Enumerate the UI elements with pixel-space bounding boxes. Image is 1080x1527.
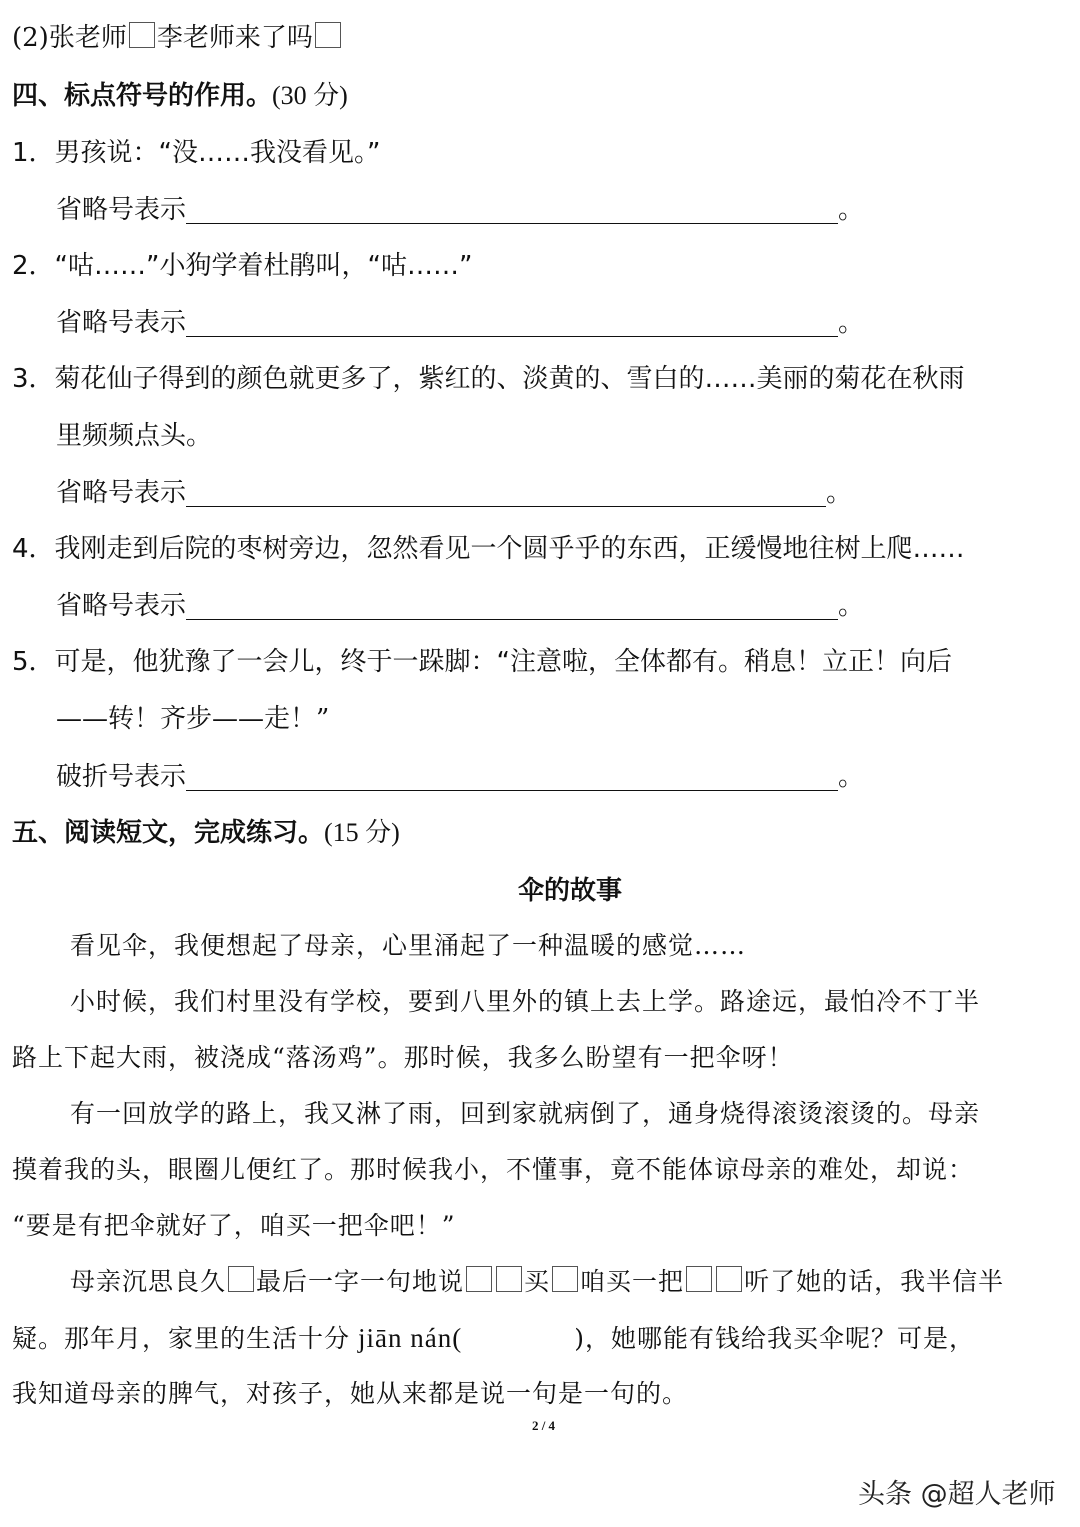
story-paragraph-4-line-2	[12, 1320, 975, 1357]
punctuation-answer-box[interactable]	[716, 1266, 742, 1292]
story-text: 买	[524, 1267, 551, 1296]
punctuation-answer-box[interactable]	[466, 1266, 492, 1292]
item-2-text: 2．“咕……”小狗学着杜鹃叫，“咕……”	[12, 251, 473, 281]
answer-label: 省略号表示	[56, 478, 187, 508]
story-title: 伞的故事	[517, 876, 622, 906]
answer-blank[interactable]	[186, 476, 826, 507]
answer-end: 。	[838, 591, 865, 621]
answer-end: 。	[838, 195, 865, 225]
story-paragraph-2-line-2: 路上下起大雨，被浇成“落汤鸡”。那时候，我多么盼望有一把伞呀！	[12, 1043, 794, 1072]
answer-end: 。	[826, 478, 853, 508]
section-5-heading	[12, 815, 400, 851]
story-text: 听了她的话，我半信半	[744, 1267, 1005, 1296]
section-heading-text: 四、标点符号的作用。	[12, 81, 273, 111]
page-number: 2 / 4	[531, 1418, 556, 1433]
item-5-text-line-1: 5．可是，他犹豫了一会儿，终于一跺脚：“注意啦，全体都有。稍息！立正！向后	[12, 647, 953, 677]
story-paragraph-2-line-1: 小时候，我们村里没有学校，要到八里外的镇上去上学。路途远，最怕冷不丁半	[70, 987, 981, 1016]
answer-end: 。	[838, 762, 865, 792]
story-paragraph-4-line-3: 我知道母亲的脾气，对孩子，她从来都是说一句是一句的。	[12, 1379, 689, 1408]
story-paragraph-3-line-1: 有一回放学的路上，我又淋了雨，回到家就病倒了，通身烧得滚烫滚烫的。母亲	[70, 1099, 981, 1128]
item-1-text: 1．男孩说：“没……我没看见。”	[12, 138, 381, 168]
answer-blank[interactable]	[186, 760, 838, 791]
question-line-2	[12, 20, 343, 56]
answer-label: 省略号表示	[56, 195, 187, 225]
punctuation-answer-box[interactable]	[228, 1266, 254, 1292]
story-text: 疑。那年月，家里的生活十分	[12, 1324, 351, 1353]
story-paragraph-3-line-3: “要是有把伞就好了，咱买一把伞吧！”	[12, 1211, 456, 1240]
answer-end: 。	[838, 308, 865, 338]
punctuation-answer-box[interactable]	[129, 22, 155, 48]
punctuation-answer-box[interactable]	[496, 1266, 522, 1292]
item-4-answer	[56, 588, 864, 624]
item-3-text-line-1: 3．菊花仙子得到的颜色就更多了，紫红的、淡黄的、雪白的……美丽的菊花在秋雨	[12, 364, 965, 394]
item-2-answer	[56, 305, 864, 341]
story-paragraph-1: 看见伞，我便想起了母亲，心里涌起了一种温暖的感觉……	[70, 931, 747, 960]
story-paragraph-3-line-2: 摸着我的头，眼圈儿便红了。那时候我小，不懂事，竟不能体谅母亲的难处，却说：	[12, 1155, 975, 1184]
section-heading-text: 五、阅读短文，完成练习。	[12, 818, 325, 848]
question-text: 李老师来了吗	[156, 23, 313, 53]
item-5-text-line-2: ——转！齐步——走！”	[56, 704, 330, 734]
watermark: 头条 @超人老师	[858, 1479, 1056, 1510]
answer-blank[interactable]	[186, 589, 838, 620]
story-paragraph-4-line-1	[70, 1264, 1004, 1300]
pinyin-prompt: jiān nán(	[358, 1323, 463, 1353]
item-5-answer	[56, 759, 864, 795]
punctuation-answer-box[interactable]	[552, 1266, 578, 1292]
section-score: (30 分)	[272, 81, 348, 110]
section-4-heading	[12, 78, 348, 114]
answer-blank[interactable]	[186, 193, 838, 224]
item-3-text-line-2: 里频频点头。	[56, 421, 213, 451]
story-text: 母亲沉思良久	[70, 1267, 227, 1296]
story-text: 咱买一把	[580, 1267, 685, 1296]
answer-label: 破折号表示	[56, 762, 187, 792]
answer-label: 省略号表示	[56, 591, 187, 621]
item-1-answer	[56, 192, 864, 228]
punctuation-answer-box[interactable]	[686, 1266, 712, 1292]
story-text: 最后一字一句地说	[256, 1267, 465, 1296]
item-3-answer	[56, 475, 852, 511]
punctuation-answer-box[interactable]	[315, 22, 341, 48]
section-score: (15 分)	[324, 818, 400, 847]
answer-label: 省略号表示	[56, 308, 187, 338]
story-text: )，她哪能有钱给我买伞呢？可是，	[574, 1324, 975, 1353]
answer-blank[interactable]	[186, 306, 838, 337]
question-prefix: (2)张老师	[12, 23, 127, 53]
item-4-text: 4．我刚走到后院的枣树旁边，忽然看见一个圆乎乎的东西，正缓慢地往树上爬……	[12, 534, 965, 564]
